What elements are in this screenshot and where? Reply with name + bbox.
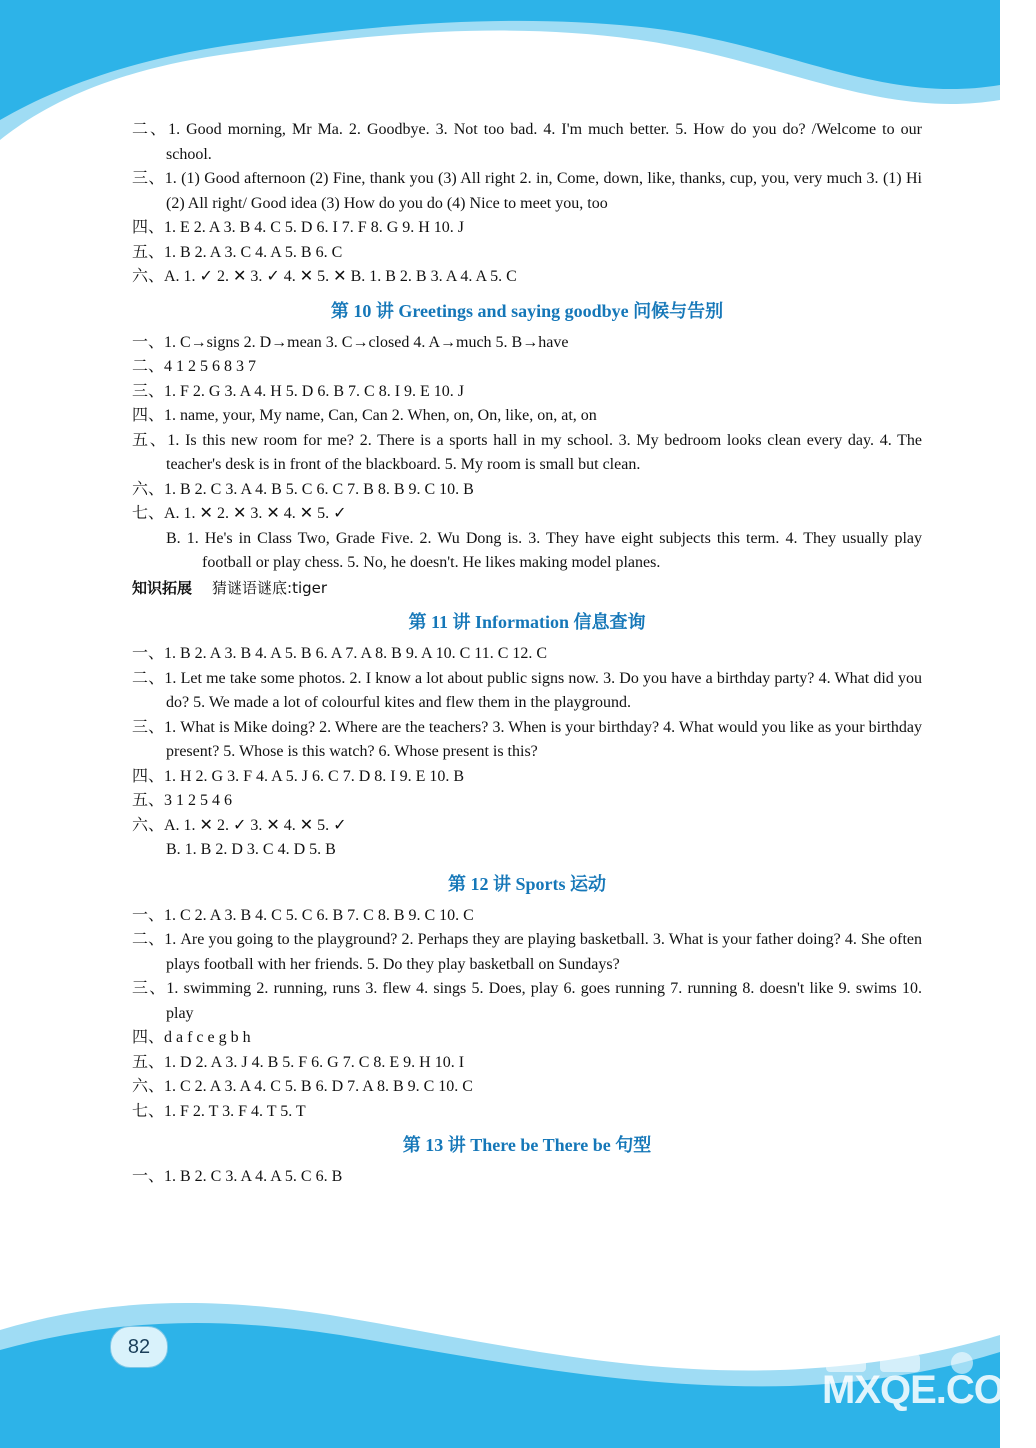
answer-line: 三、1. F 2. G 3. A 4. H 5. D 6. B 7. C 8. I 9. E 10. J	[132, 382, 465, 400]
section-heading: 第 13 讲 There be There be 句型	[402, 1135, 652, 1155]
answer-line: B. 1. B 2. D 3. C 4. D 5. B	[166, 841, 336, 858]
answer-line: 四、1. name, your, My name, Can, Can 2. When, on, On, like, on, at, on	[132, 407, 597, 424]
knowledge-extension-line	[132, 576, 922, 602]
answer-line: B. 1. He's in Class Two, Grade Five. 2. Wu Dong is. 3. They have eight subjects this term. 4. They usually play football or play chess. 5. No, he doesn't. He likes making model planes.	[166, 529, 922, 571]
answer-key-content	[132, 118, 922, 1190]
answer-line: 四、1. H 2. G 3. F 4. A 5. J 6. C 7. D 8. I 9. E 10. B	[132, 767, 465, 785]
answer-line: 六、A. 1. ✓ 2. ✕ 3. ✓ 4. ✕ 5. ✕ B. 1. B 2. B 3. A 4. A 5. C	[132, 268, 517, 285]
answer-line: 六、1. B 2. C 3. A 4. B 5. C 6. C 7. B 8. B 9. C 10. B	[132, 480, 474, 498]
answer-line: 三、1. swimming 2. running, runs 3. flew 4. sings 5. Does, play 6. goes running 7. running 8. doesn't like 9. swims 10. play	[132, 980, 922, 1022]
answer-line: 四、1. E 2. A 3. B 4. C 5. D 6. I 7. F 8. G 9. H 10. J	[132, 219, 465, 236]
answer-line: 五、1. D 2. A 3. J 4. B 5. F 6. G 7. C 8. E 9. H 10. I	[132, 1053, 465, 1071]
answer-line: 六、A. 1. ✕ 2. ✓ 3. ✕ 4. ✕ 5. ✓	[132, 816, 347, 834]
watermark: MXQE.COM	[822, 1368, 1036, 1412]
answer-line: 六、1. C 2. A 3. A 4. C 5. B 6. D 7. A 8. B 9. C 10. C	[132, 1078, 473, 1095]
answer-line: 二、1. Are you going to the playground? 2. Perhaps they are playing basketball. 3. What is your father doing? 4. She often plays football with her friends. 5. Do they play basketball on Sundays?	[132, 931, 922, 973]
answer-line: 二、1. Good morning, Mr Ma. 2. Goodbye. 3. Not too bad. 4. I'm much better. 5. How do you do? /Welcome to our school.	[132, 121, 922, 163]
answer-line: 五、3 1 2 5 4 6	[132, 792, 233, 809]
section-heading: 第 11 讲 Information 信息查询	[408, 612, 646, 632]
page-number: 82	[110, 1326, 168, 1368]
knowledge-extension-label: 知识拓展	[132, 578, 193, 597]
answer-line: 五、1. Is this new room for me? 2. There is a sports hall in my school. 3. My bedroom looks clean every day. 4. The teacher's desk is in front of the blackboard. 5. My room is small but clean.	[132, 431, 922, 473]
answer-line: 三、1. What is Mike doing? 2. Where are the teachers? 3. When is your birthday? 4. What would you like as your birthday present? 5. Whose is this watch? 6. Whose present is this?	[132, 718, 922, 760]
answer-line: 五、1. B 2. A 3. C 4. A 5. B 6. C	[132, 243, 343, 261]
knowledge-extension-text: 猜谜语谜底:tiger	[212, 578, 328, 597]
answer-line: 七、1. F 2. T 3. F 4. T 5. T	[132, 1102, 306, 1120]
answer-line: 一、1. B 2. A 3. B 4. A 5. B 6. A 7. A 8. B 9. A 10. C 11. C 12. C	[132, 645, 548, 662]
answer-line: 二、4 1 2 5 6 8 3 7	[132, 358, 257, 375]
answer-line: 一、1. C→signs 2. D→mean 3. C→closed 4. A→much 5. B→have	[132, 333, 569, 351]
answer-line: 一、1. B 2. C 3. A 4. A 5. C 6. B	[132, 1168, 343, 1185]
answer-line: 二、1. Let me take some photos. 2. I know a lot about public signs now. 3. Do you have a birthday party? 4. What did you do? 5. We made a lot of colourful kites and flew them in the playground.	[132, 669, 922, 711]
answer-line: 七、A. 1. ✕ 2. ✕ 3. ✕ 4. ✕ 5. ✓	[132, 505, 347, 522]
answer-line: 三、1. (1) Good afternoon (2) Fine, thank you (3) All right 2. in, Come, down, like, thanks, cup, you, very much 3. (1) Hi (2) All right/ Good idea (3) How do you do (4) Nice to meet you, too	[132, 170, 922, 212]
section-heading: 第 10 讲 Greetings and saying goodbye 问候与告别	[330, 300, 724, 321]
answer-line: 四、d a f c e g b h	[132, 1029, 251, 1046]
section-heading: 第 12 讲 Sports 运动	[447, 873, 606, 894]
answer-line: 一、1. C 2. A 3. B 4. C 5. C 6. B 7. C 8. B 9. C 10. C	[132, 906, 474, 924]
